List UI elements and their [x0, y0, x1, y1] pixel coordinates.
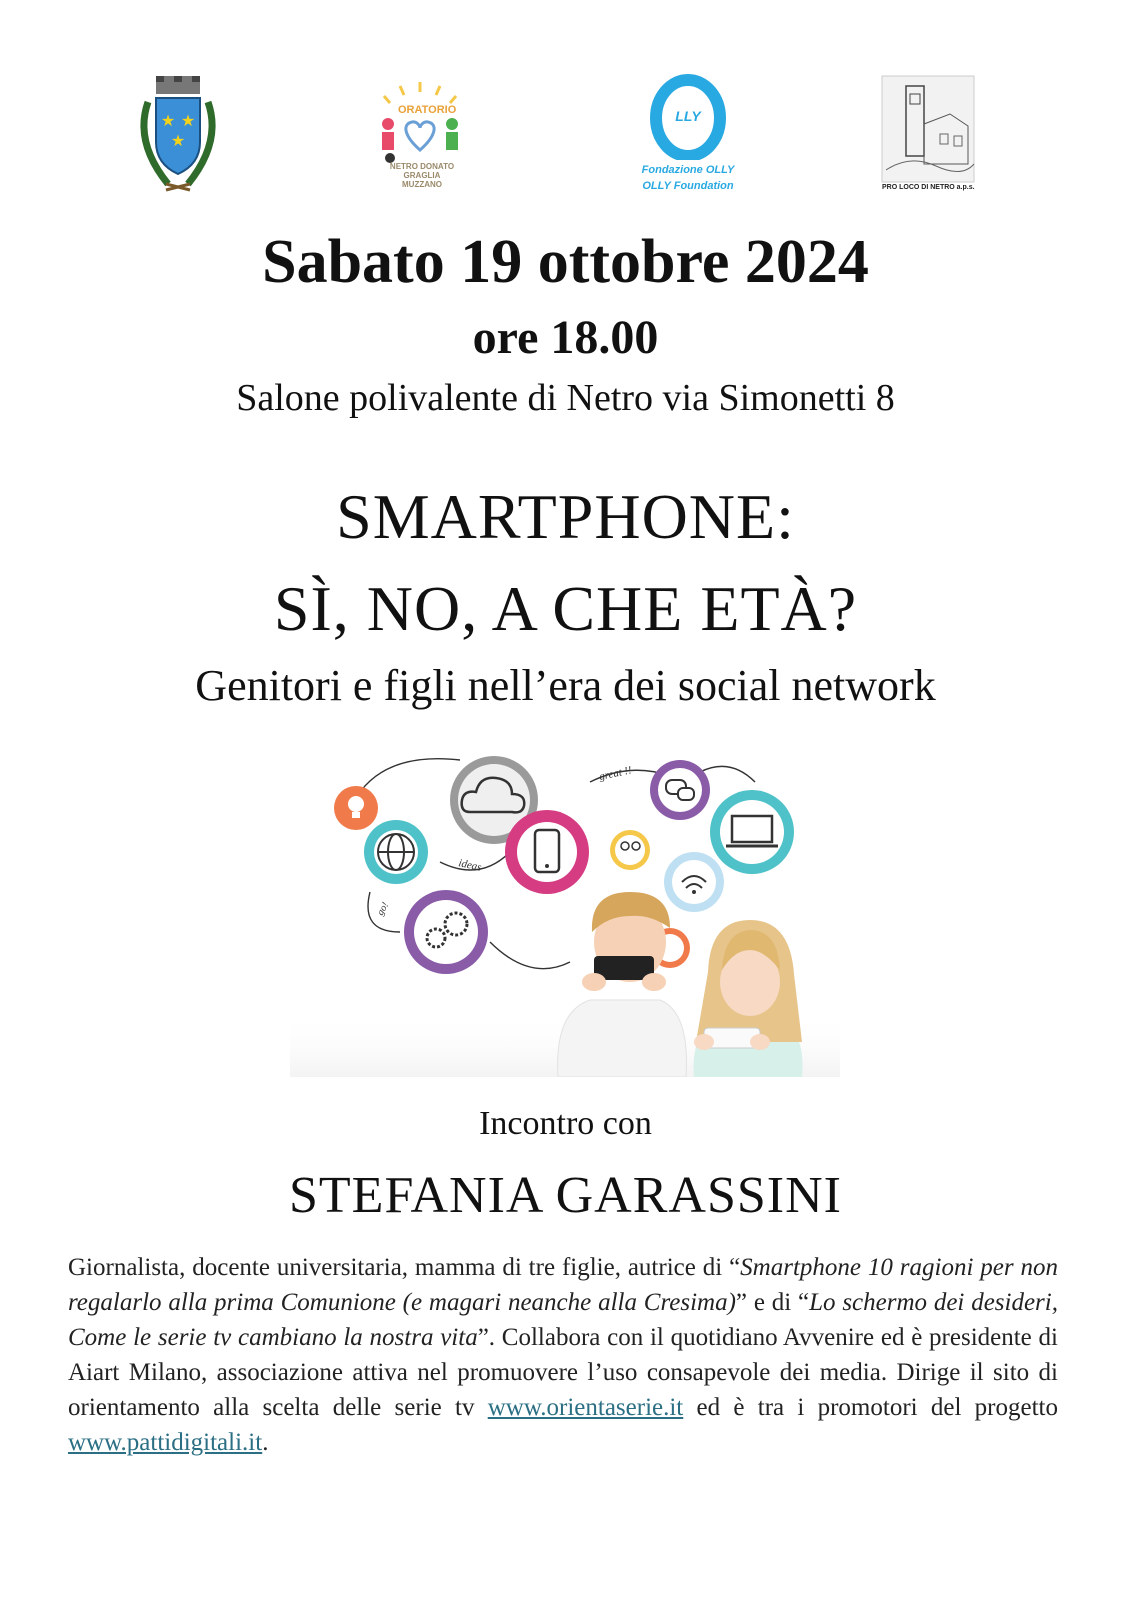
- olly-logo-mark: LLY: [675, 108, 701, 124]
- speaker-bio: [68, 1250, 1058, 1460]
- subtitle: Genitori e figli nell’era dei social network: [195, 661, 936, 710]
- chat-icon: [650, 760, 710, 820]
- olly-logo-line2: OLLY Foundation: [642, 180, 734, 192]
- book-title-2: Lo schermo dei desideri, Come le serie tv cambiano la nostra vita: [68, 1289, 1058, 1351]
- speaker-name: STEFANIA GARASSINI: [289, 1167, 842, 1224]
- speaker-intro: Incontro con: [479, 1105, 652, 1142]
- people-icon: [610, 830, 650, 870]
- comune-coat-of-arms-logo: [128, 72, 228, 200]
- label-go: go!: [375, 900, 392, 918]
- wifi-icon: [664, 852, 724, 912]
- book-title-1: Smartphone 10 ragioni per non regalarlo alla prima Comunione (e magari neanche alla Cresima): [68, 1254, 1058, 1316]
- pattidigitali-link[interactable]: www.pattidigitali.it: [68, 1429, 263, 1456]
- bio-text-3: ”. Collabora con il quotidiano Avvenire ed è presidente di Aiart Milano, associazione attiva nel promuovere l’uso consapevole dei media. Dirige il sito di orientamento alla scelta delle serie tv: [68, 1324, 1058, 1421]
- event-venue: Salone polivalente di Netro via Simonetti 8: [236, 377, 895, 419]
- bio-text-5: .: [262, 1429, 269, 1456]
- event-time: ore 18.00: [472, 311, 659, 364]
- pro-loco-netro-logo: [880, 74, 976, 194]
- lightbulb-icon: [334, 786, 378, 830]
- bio-text-2: ” e di “: [735, 1289, 810, 1316]
- boy-figure: [558, 892, 687, 1077]
- svg-text:★: ★: [180, 113, 196, 130]
- title-line-2: SÌ, NO, A CHE ETÀ?: [273, 573, 858, 644]
- smartphone-icon: [505, 810, 589, 894]
- children-smartphone-illustration: [290, 742, 840, 1077]
- pro-loco-logo-text: PRO LOCO DI NETRO a.p.s.: [882, 184, 975, 191]
- globe-icon: [364, 820, 428, 884]
- svg-text:★: ★: [170, 133, 186, 150]
- label-ideas: ideas: [457, 857, 483, 874]
- event-date: Sabato 19 ottobre 2024: [262, 228, 869, 296]
- oratorio-logo-text: ORATORIO: [398, 104, 457, 116]
- title-line-1: SMARTPHONE:: [336, 481, 795, 552]
- gears-icon: [404, 890, 488, 974]
- girl-figure: [694, 920, 803, 1077]
- olly-logo-line1: Fondazione OLLY: [641, 164, 735, 176]
- svg-text:★: ★: [160, 113, 176, 130]
- olly-foundation-logo: [630, 74, 750, 200]
- oratorio-logo: [364, 78, 476, 188]
- orientaserie-link[interactable]: www.orientaserie.it: [487, 1394, 684, 1421]
- oratorio-logo-bottom-text: NETRO DONATO GRAGLIA MUZZANO: [389, 162, 455, 189]
- bio-text-4: ed è tra i promotori del progetto: [683, 1394, 1058, 1421]
- laptop-icon: [710, 790, 794, 874]
- label-great: great !!: [598, 764, 633, 783]
- bio-text-1: Giornalista, docente universitaria, mamma di tre figlie, autrice di “: [68, 1254, 741, 1281]
